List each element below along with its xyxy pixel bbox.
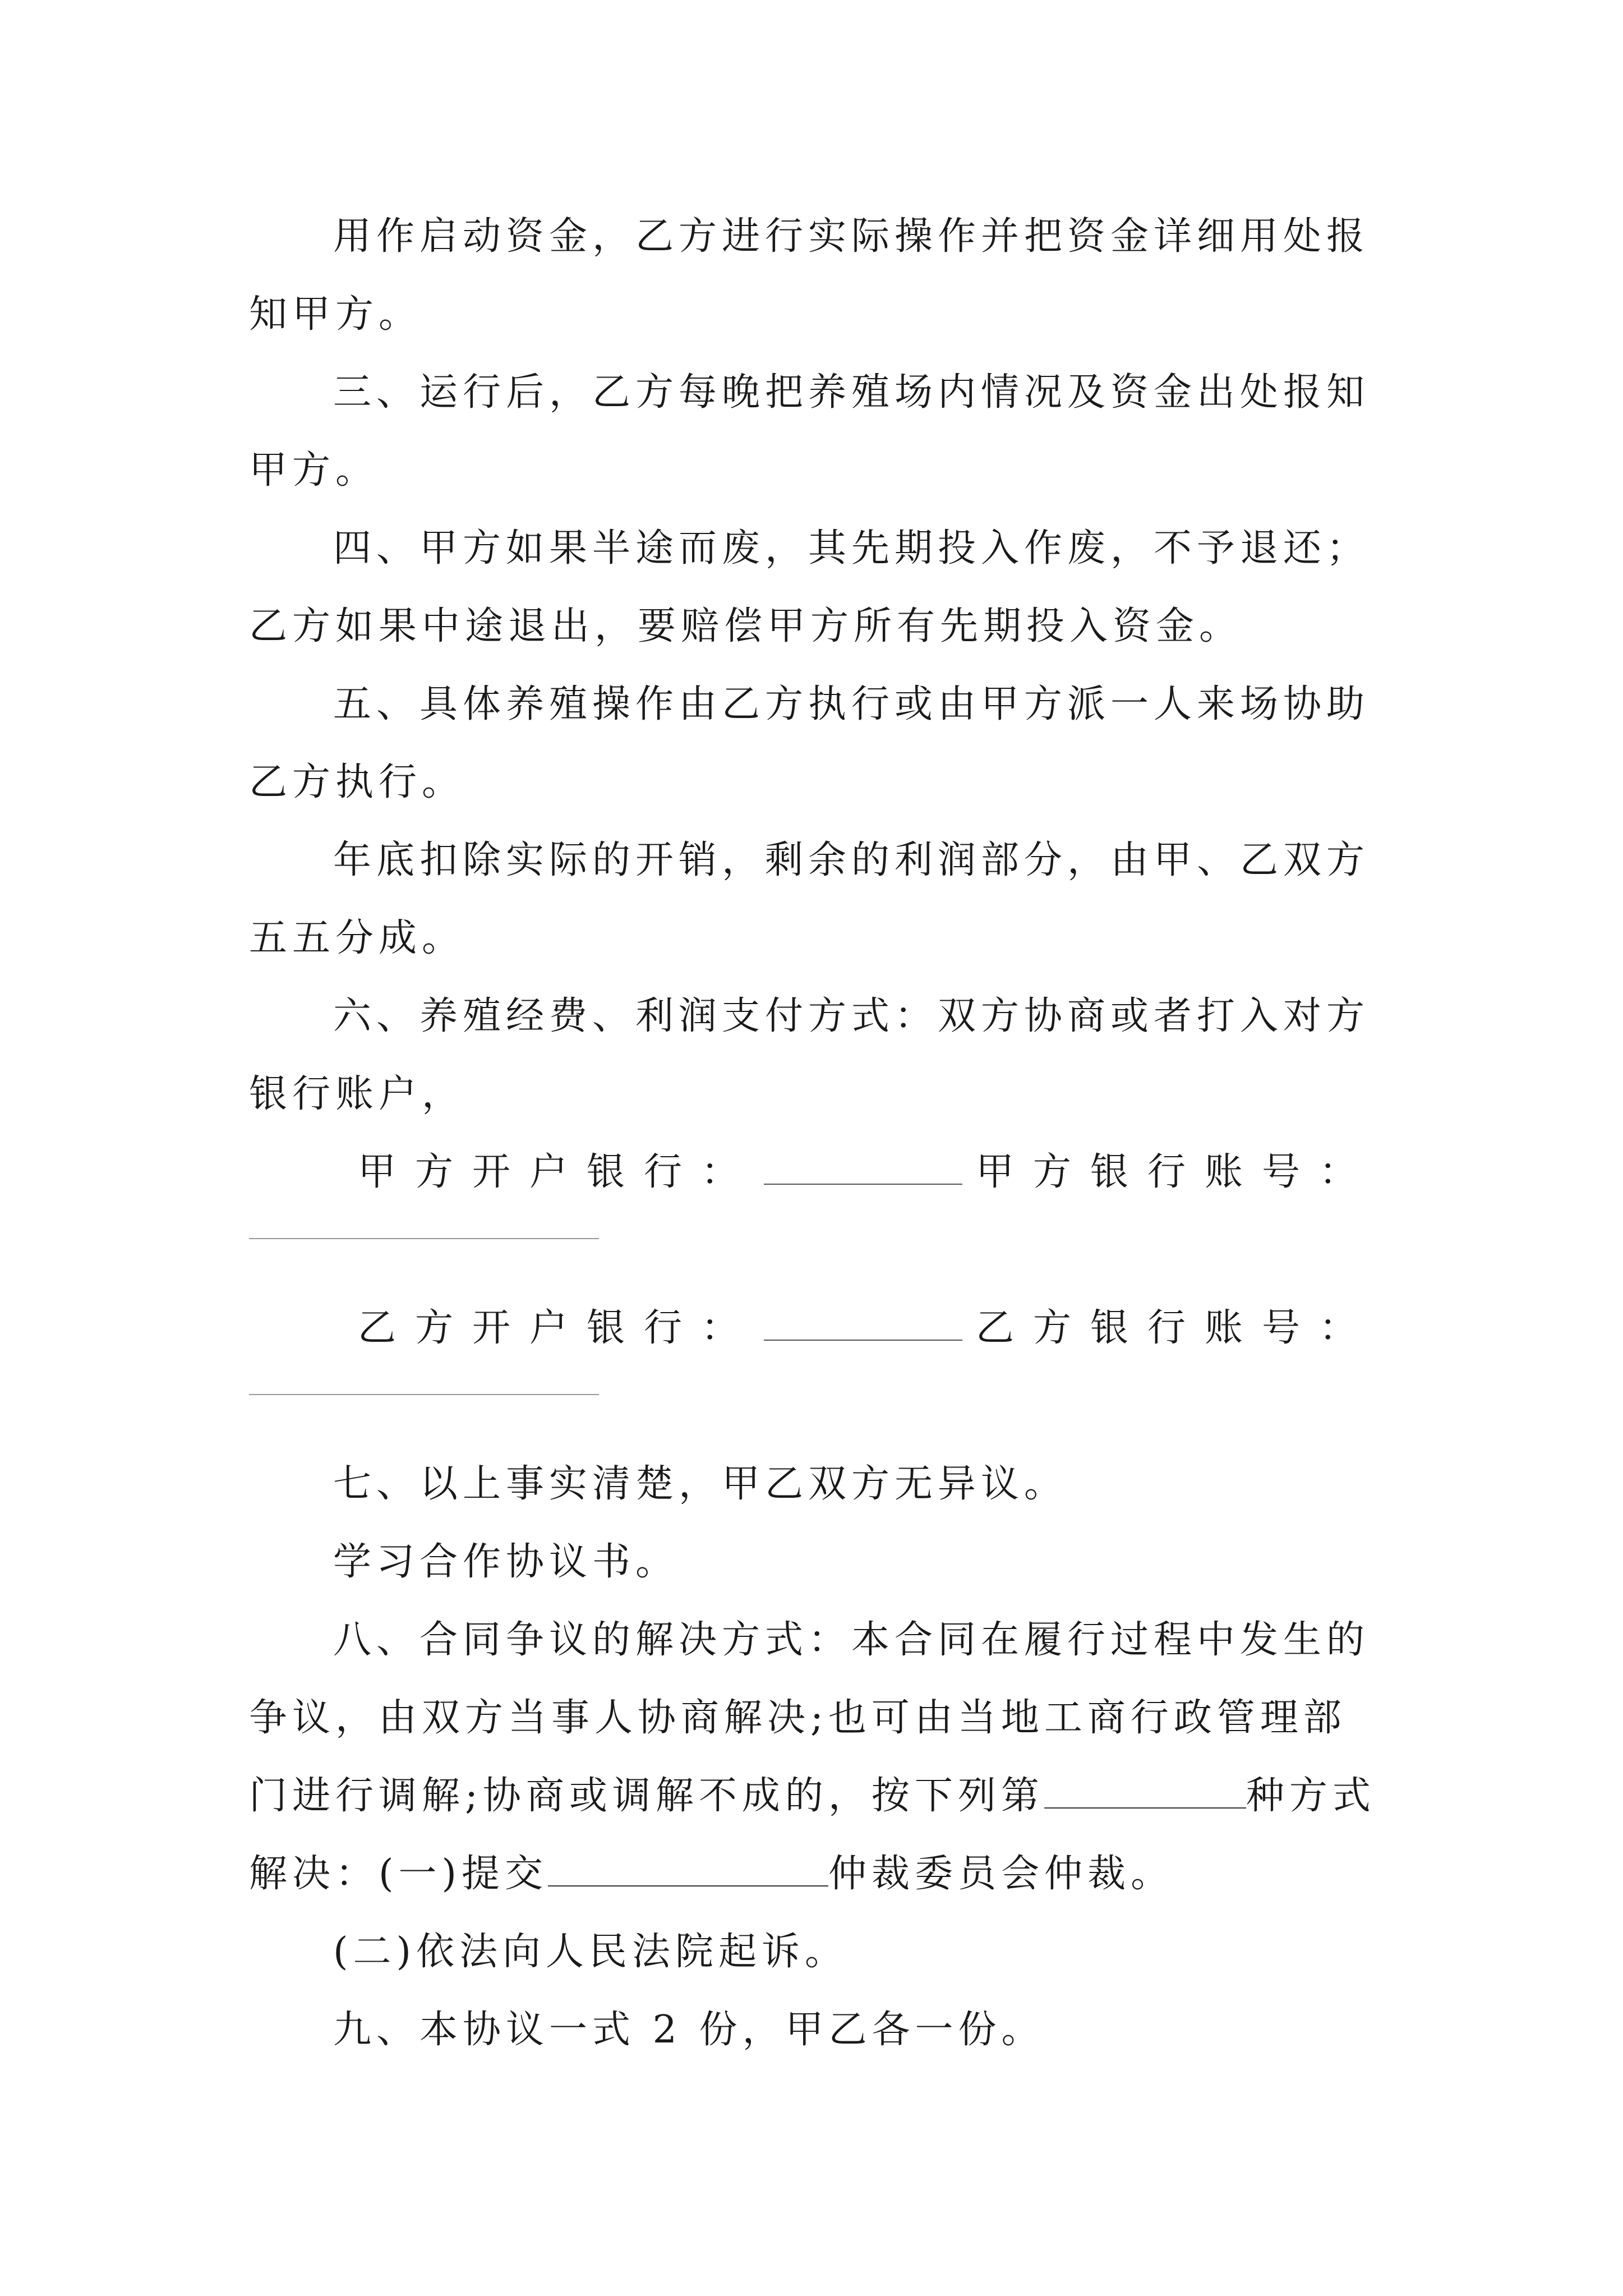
paragraph-clause-4: 四、甲方如果半途而废，其先期投入作废，不予退还；乙方如果中途退出，要赔偿甲方所有先期投入资金。 — [249, 526, 1370, 648]
method-number-blank[interactable] — [1044, 1775, 1246, 1809]
clause-8-text-b: 种方式解决：(一)提交 — [249, 1774, 1376, 1896]
party-a-bank-label: 甲方开户银行： — [358, 1150, 759, 1194]
contract-body — [249, 197, 1376, 2069]
paragraph-clause-9: 九、本协议一式 2 份，甲乙各一份。 — [333, 2008, 1045, 2052]
party-b-bank-row — [249, 1289, 1376, 1367]
party-b-account-blank[interactable] — [249, 1394, 599, 1395]
paragraph-clause-3: 三、运行后，乙方每晚把养殖场内情况及资金出处报知甲方。 — [249, 370, 1370, 493]
paragraph-clause-7: 七、以上事实清楚，甲乙双方无异议。 — [333, 1462, 1068, 1506]
party-a-account-line-row — [249, 1211, 1376, 1289]
arbitration-committee-blank[interactable] — [548, 1853, 828, 1887]
clause-8-text-a: 八、合同争议的解决方式：本合同在履行过程中发生的争议，由双方当事人协商解决;也可由当地工商行政管理部门进行调解;协商或调解不成的，按下列第 — [249, 1618, 1370, 1818]
party-a-account-label: 甲方银行账号： — [975, 1150, 1376, 1194]
party-b-account-line-row — [249, 1367, 1376, 1445]
party-a-bank-blank[interactable] — [764, 1150, 962, 1185]
paragraph-profit-split: 年底扣除实际的开销，剩余的利润部分，由甲、乙双方五五分成。 — [249, 838, 1370, 960]
party-b-bank-blank[interactable] — [764, 1306, 962, 1341]
party-a-account-blank[interactable] — [249, 1238, 599, 1239]
paragraph-clause-8-option-2: (二)依法向人民法院起诉。 — [333, 1930, 849, 1974]
party-b-bank-label: 乙方开户银行： — [358, 1306, 759, 1350]
party-a-bank-row — [249, 1133, 1376, 1211]
paragraph-funding: 用作启动资金，乙方进行实际操作并把资金详细用处报知甲方。 — [249, 214, 1370, 337]
paragraph-title-note: 学习合作协议书。 — [333, 1540, 679, 1584]
clause-8-text-c: 仲裁委员会仲裁。 — [828, 1852, 1174, 1896]
party-b-account-label: 乙方银行账号： — [975, 1306, 1376, 1350]
paragraph-clause-8 — [249, 1601, 1376, 1913]
paragraph-clause-6: 六、养殖经费、利润支付方式：双方协商或者打入对方银行账户， — [249, 994, 1370, 1116]
paragraph-clause-5: 五、具体养殖操作由乙方执行或由甲方派一人来场协助乙方执行。 — [249, 682, 1370, 804]
